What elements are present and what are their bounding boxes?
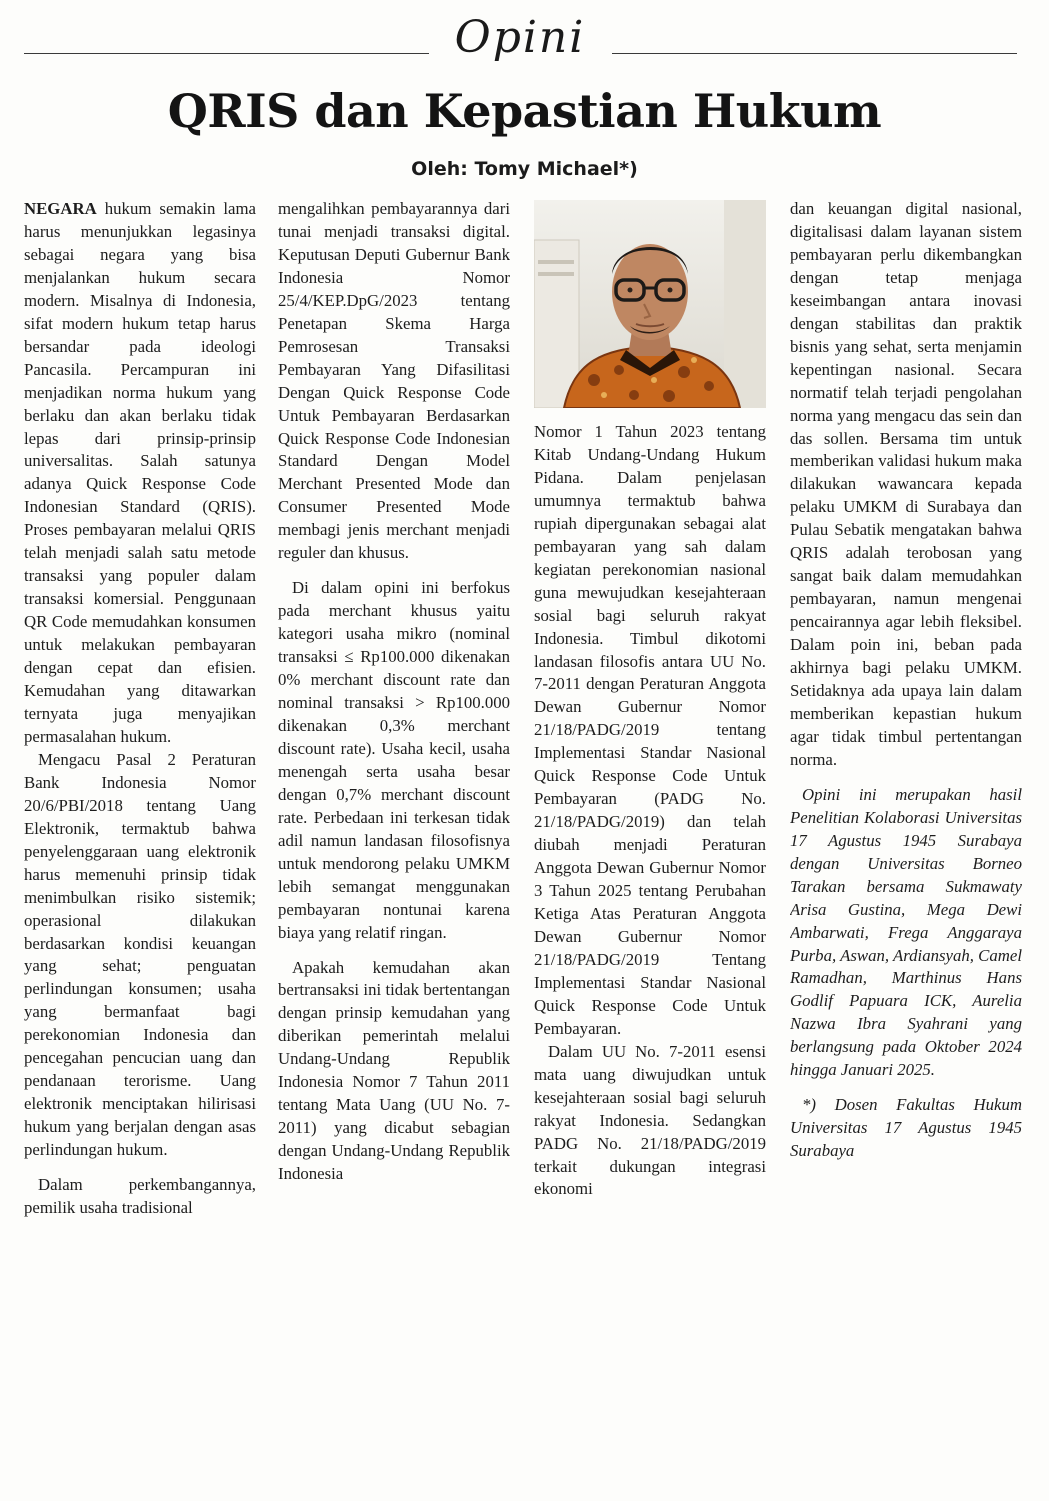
- paragraph: Nomor 1 Tahun 2023 tentang Kitab Undang-Undang Hukum Pidana. Dalam penjelasan umumnya termaktub bahwa rupiah dipergunakan sebagai alat pembayaran yang sah dalam kegiatan perekonomian nasional guna mewujudkan kesejahteraan sosial bagi seluruh rakyat Indonesia. Timbul dikotomi landasan filosofis antara UU No. 7-2011 dengan Peraturan Anggota Dewan Gubernur Nomor 21/18/PADG/2019 tentang Implementasi Standar Nasional Quick Response Code Untuk Pembayaran (PADG No. 21/18/PADG/2019) dan telah diubah menjadi Peraturan Anggota Dewan Gubernur Nomor 3 Tahun 2025 tentang Perubahan Ketiga Atas Peraturan Anggota Dewan Gubernur Nomor 21/18/PADG/2019 Tentang Implementasi Standar Nasional Quick Response Code Untuk Pembayaran.: [534, 422, 766, 1038]
- author-photo: [534, 200, 766, 408]
- article-byline: Oleh: Tomy Michael*): [411, 158, 638, 180]
- paragraph: Mengacu Pasal 2 Peraturan Bank Indonesia Nomor 20/6/PBI/2018 tentang Uang Elektronik, termaktub bahwa penyelenggaraan uang elektronik harus memenuhi prinsip tidak menimbulkan risiko sistemik; operasional dilakukan berdasarkan kondisi keuangan yang sehat; penguatan perlindungan konsumen; usaha yang bermanfaat bagi perekonomian Indonesia dan pencegahan pencucian uang dan pendanaan terorisme. Uang elektronik menciptakan hilirisasi hukum yang berjalan dengan asas perlindungan hukum.: [24, 749, 256, 1160]
- section-kicker: Opini: [454, 12, 586, 63]
- article-headline: QRIS dan Kepastian Hukum: [167, 84, 882, 138]
- kicker-rule-right: [612, 53, 1017, 54]
- column-3: [534, 421, 766, 1501]
- paragraph-text: hukum semakin lama harus menunjukkan legasinya sebagai negara yang bisa menjalankan hukum secara modern. Misalnya di Indonesia, sifat modern hukum tetap harus bersandar pada ideologi Pancasila. Percampuran ini menjadikan norma hukum yang berlaku dan akan berlaku tidak lepas dari prinsip-prinsip universalitas. Salah satunya adanya Quick Response Code Indonesian Standard (QRIS). Proses pembayaran melalui QRIS telah menjadi salah satu metode transaksi yang populer dalam transaksi komersial. Penggunaan QR Code memudahkan konsumen untuk melakukan pembayaran dengan cepat dan efisien. Kemudahan yang ditawarkan ternyata juga menyajikan permasalahan hukum.: [24, 199, 256, 746]
- column-1: [24, 198, 256, 1278]
- paragraph: Dalam UU No. 7-2011 esensi mata uang diwujudkan untuk kesejahteraan sosial bagi seluruh rakyat Indonesia. Sedangkan PADG No. 21/18/PADG/2019 terkait dukungan integrasi ekonomi: [534, 1041, 766, 1199]
- author-footnote: *) Dosen Fakultas Hukum Universitas 17 Agustus 1945 Surabaya: [790, 1095, 1022, 1161]
- paragraph: Apakah kemudahan akan bertransaksi ini tidak bertentangan dengan prinsip kemudahan yang diberikan pemerintah melalui Undang-Undang Republik Indonesia Nomor 7 Tahun 2011 tentang Mata Uang (UU No. 7-2011) yang dicabut sebagian dengan Undang-Undang Republik Indonesia: [278, 957, 510, 1184]
- research-note: Opini ini merupakan hasil Penelitian Kolaborasi Universitas 17 Agustus 1945 Surabaya dengan Universitas Borneo Tarakan bersama Sukmawaty Arisa Gustina, Mega Dewi Ambarwati, Frega Anggaraya Purba, Aswan, Ardiansyah, Camel Ramadhan, Marthinus Hans Godlif Papuara ICK, Aurelia Nazwa Ibra Syahrani yang berlangsung pada Oktober 2024 hingga Januari 2025.: [790, 784, 1022, 1080]
- paragraph: Di dalam opini ini berfokus pada merchant khusus yaitu kategori usaha mikro (nominal transaksi ≤ Rp100.000 dikenakan 0% merchant discount rate dan nominal transaksi > Rp100.000 dikenakan 0,3% merchant discount rate). Usaha kecil, usaha menengah serta usaha besar dengan 0,7% merchant discount rate. Perbedaan ini terkesan tidak adil namun landasan filosofisnya untuk mendorong pelaku UMKM lebih semangat menggunakan pembayaran nontunai karena biaya yang relatif ringan.: [278, 578, 510, 942]
- paragraph: Dalam perkembangannya, pemilik usaha tradisional: [24, 1175, 256, 1217]
- dropcap-lead: NEGARA: [24, 199, 97, 218]
- column-4: [790, 198, 1022, 1278]
- column-2: [278, 198, 510, 1278]
- kicker-rule-left: [24, 53, 429, 54]
- paragraph: [24, 198, 256, 749]
- paragraph: dan keuangan digital nasional, digitalisasi dalam layanan sistem pembayaran perlu dikembangkan dengan tetap menjaga keseimbangan antara inovasi dengan stabilitas dan praktik bisnis yang sehat, serta menjamin kepentingan nasional. Secara normatif telah terjadi pengolahan norma yang mengacu das sein dan das sollen. Bersama tim untuk memberikan validasi hukum maka dilakukan wawancara kepada pelaku UMKM di Surabaya dan Pulau Sebatik mengatakan bahwa QRIS adalah terobosan yang sangat baik dalam memudahkan pembayaran, namun mengenai pencairannya agar lebih fleksibel. Dalam poin ini, beban pada akhirnya bagi pelaku UMKM. Setidaknya ada upaya lain dalam memberikan kepastian hukum agar tidak timbul pertentangan norma.: [790, 199, 1022, 769]
- paragraph: mengalihkan pembayarannya dari tunai menjadi transaksi digital. Keputusan Deputi Gubernur Bank Indonesia Nomor 25/4/KEP.DpG/2023 tentang Penetapan Skema Harga Pemrosesan Transaksi Pembayaran Yang Difasilitasi Dengan Quick Response Code Untuk Pembayaran Berdasarkan Quick Response Code Indonesian Standard Dengan Model Merchant Presented Mode dan Consumer Presented Mode membagi jenis merchant menjadi reguler dan khusus.: [278, 199, 510, 563]
